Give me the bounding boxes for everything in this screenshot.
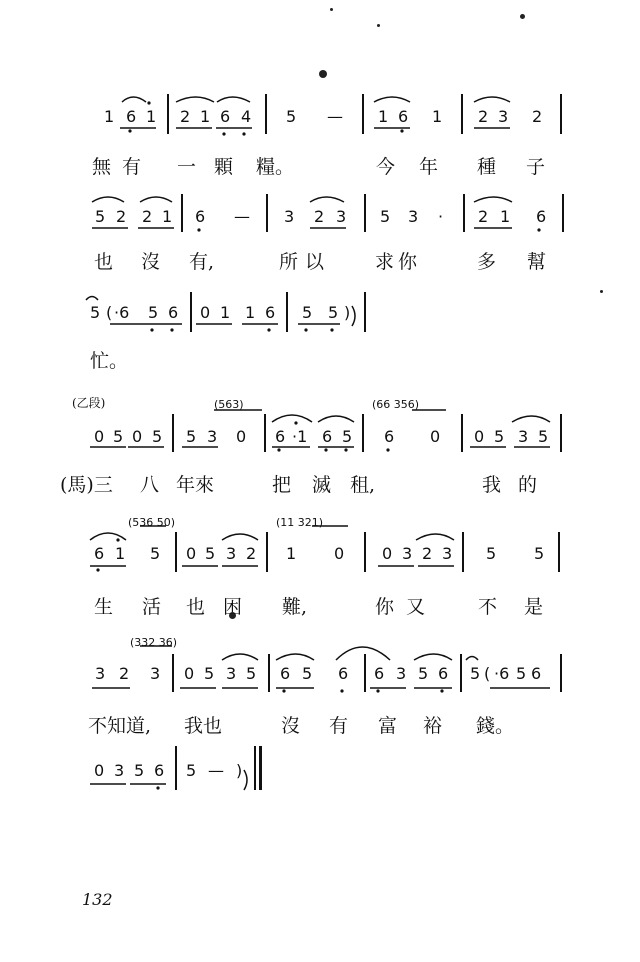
lyric-char: 今 <box>376 156 396 178</box>
note-digit: ·1 <box>292 427 308 446</box>
ornament-annotation: (563) <box>214 398 244 411</box>
lyric-char: 也 <box>186 596 206 618</box>
bar-line <box>463 194 465 232</box>
bar-line <box>264 414 266 452</box>
lyric-row <box>0 711 640 735</box>
note-digit: 5 <box>342 427 353 446</box>
note-digit: 5 <box>534 544 545 563</box>
scan-speck <box>520 14 525 19</box>
notation-line <box>0 762 640 782</box>
lyric-char: 以 <box>305 251 325 273</box>
note-digit: 3 <box>442 544 453 563</box>
note-digit: 0 <box>382 544 393 563</box>
scan-speck <box>377 24 380 27</box>
bar-line <box>558 532 560 572</box>
note-digit: 2 <box>180 107 191 126</box>
lyric-char: 不知道, <box>88 715 152 737</box>
note-digit: 0 <box>132 427 143 446</box>
lyric-row <box>0 152 640 176</box>
lyric-char: 又 <box>406 596 426 618</box>
note-digit: 5 <box>90 303 101 322</box>
bar-line <box>266 194 268 232</box>
ornament-annotation: (332 36) <box>130 636 178 649</box>
note-digit: 0 <box>186 544 197 563</box>
note-digit: 5 <box>538 427 549 446</box>
lyric-char: 多 <box>477 251 497 273</box>
lyric-char: 顆 <box>214 156 234 178</box>
note-digit: 5 <box>286 107 297 126</box>
note-digit: 5 <box>246 664 257 683</box>
note-digit: 0 <box>200 303 211 322</box>
lyric-char: 年來 <box>176 474 215 496</box>
bar-line <box>364 532 366 572</box>
ornament-annotation: (66 356) <box>372 398 420 411</box>
note-digit: — <box>208 761 224 780</box>
note-digit: 0 <box>184 664 195 683</box>
note-digit: 3 <box>408 207 419 226</box>
scan-speck <box>330 8 333 11</box>
note-digit: 1 <box>200 107 211 126</box>
note-digit: 5 <box>204 664 215 683</box>
lyric-char: 我也 <box>184 715 223 737</box>
lyric-char: 生 <box>94 596 114 618</box>
bar-line <box>560 414 562 452</box>
note-digit: 5 <box>150 544 161 563</box>
lyric-char: 把 <box>272 474 292 496</box>
note-digit: 1 <box>432 107 443 126</box>
bar-line <box>190 292 192 332</box>
note-digit: 5 <box>95 207 106 226</box>
note-digit: 6 <box>384 427 395 446</box>
note-digit: 6 <box>94 544 105 563</box>
note-digit: 5 <box>418 664 429 683</box>
note-digit: 5 <box>380 207 391 226</box>
scan-speck <box>600 290 603 293</box>
note-digit: ·6 <box>114 303 130 322</box>
bar-line <box>364 292 366 332</box>
note-digit: — <box>327 107 343 126</box>
lyric-char: 的 <box>518 474 538 496</box>
note-digit: 5 <box>302 303 313 322</box>
note-digit: 5 <box>328 303 339 322</box>
note-digit: 3 <box>284 207 295 226</box>
lyric-char: 子 <box>526 156 546 178</box>
bar-line <box>175 532 177 572</box>
lyric-char: 活 <box>142 596 162 618</box>
note-digit: 3 <box>336 207 347 226</box>
note-digit: 1 <box>378 107 389 126</box>
note-digit: 6 <box>438 664 449 683</box>
note-digit: 6 <box>338 664 349 683</box>
notation-line <box>0 208 640 228</box>
note-digit: 1 <box>220 303 231 322</box>
note-digit: 6 <box>536 207 547 226</box>
section-label: (乙段) <box>72 396 106 410</box>
note-digit: — <box>234 207 250 226</box>
lyric-row <box>0 592 640 616</box>
lyric-char: 錢。 <box>476 715 515 737</box>
note-digit: 6 <box>220 107 231 126</box>
note-digit: 6 <box>322 427 333 446</box>
bar-line <box>268 654 270 692</box>
bar-line <box>560 94 562 134</box>
note-digit: 2 <box>422 544 433 563</box>
note-digit: 1 <box>104 107 115 126</box>
bar-line <box>461 414 463 452</box>
note-digit: 6 <box>374 664 385 683</box>
note-digit: ( <box>106 303 113 322</box>
note-digit: 0 <box>94 761 105 780</box>
lyric-row <box>0 470 640 494</box>
note-digit: 4 <box>241 107 252 126</box>
lyric-char: 難, <box>282 596 308 618</box>
lyric-char: 求 <box>375 251 395 273</box>
note-digit: 6 <box>126 107 137 126</box>
notation-line <box>0 665 640 685</box>
lyric-char: 所 <box>279 251 299 273</box>
note-digit: 6 <box>195 207 206 226</box>
note-digit: 5 <box>148 303 159 322</box>
note-digit: 3 <box>402 544 413 563</box>
lyric-char: 不 <box>478 596 498 618</box>
lyric-char: 也 <box>94 251 114 273</box>
note-digit: 6 <box>168 303 179 322</box>
note-digit: 5 <box>134 761 145 780</box>
bar-line <box>364 654 366 692</box>
note-digit: 0 <box>334 544 345 563</box>
note-digit: 0 <box>236 427 247 446</box>
lyric-char: 我 <box>482 474 502 496</box>
notation-line <box>0 108 640 128</box>
note-digit: 0 <box>94 427 105 446</box>
ornament-annotation: (536 50) <box>128 516 176 529</box>
note-digit: 2 <box>478 107 489 126</box>
lyric-char: 糧。 <box>256 156 295 178</box>
bar-line <box>364 194 366 232</box>
note-digit: ) <box>344 303 351 322</box>
note-digit: 3 <box>498 107 509 126</box>
note-digit: 3 <box>226 664 237 683</box>
lyric-char: 有 <box>329 715 349 737</box>
lyric-char: 無 <box>92 156 112 178</box>
scan-speck <box>319 70 327 78</box>
note-digit: 1 <box>286 544 297 563</box>
bar-line <box>560 654 562 692</box>
page-number: 132 <box>82 890 113 909</box>
bar-line <box>462 532 464 572</box>
note-digit: 5 <box>152 427 163 446</box>
bar-line <box>175 746 177 790</box>
lyric-char: 有 <box>122 156 142 178</box>
lyric-char: 富 <box>378 715 398 737</box>
lyric-char: 種 <box>477 156 497 178</box>
lyric-char: 八 <box>140 474 160 496</box>
final-bar-line <box>259 746 262 790</box>
note-digit: 3 <box>95 664 106 683</box>
bar-line <box>460 654 462 692</box>
lyric-row <box>0 247 640 271</box>
note-digit: ·6 <box>494 664 510 683</box>
note-digit: 5 <box>186 427 197 446</box>
note-digit: 3 <box>518 427 529 446</box>
note-digit: 5 <box>186 761 197 780</box>
note-digit: 2 <box>142 207 153 226</box>
note-digit: 1 <box>146 107 157 126</box>
bar-line <box>167 94 169 134</box>
note-digit: 5 <box>205 544 216 563</box>
note-digit: 6 <box>265 303 276 322</box>
note-digit: 0 <box>430 427 441 446</box>
bar-line <box>461 94 463 134</box>
note-digit: 2 <box>478 207 489 226</box>
note-digit: 2 <box>314 207 325 226</box>
lyric-char: 你 <box>375 596 395 618</box>
lyric-char: 有, <box>189 251 215 273</box>
note-digit: 5 <box>494 427 505 446</box>
bar-line <box>172 414 174 452</box>
lyric-char: 是 <box>524 596 544 618</box>
lyric-char: 困 <box>223 596 243 618</box>
notation-line <box>0 428 640 448</box>
lyric-char: 一 <box>177 156 197 178</box>
note-digit: ) <box>236 761 243 780</box>
lyric-char: 幫 <box>527 251 547 273</box>
note-digit: 1 <box>162 207 173 226</box>
note-digit: 5 <box>113 427 124 446</box>
note-digit: ( <box>484 664 491 683</box>
bar-line <box>172 654 174 692</box>
note-digit: 5 <box>302 664 313 683</box>
note-digit: 5 <box>516 664 527 683</box>
final-bar-line <box>254 746 256 790</box>
notation-line <box>0 304 640 324</box>
bar-line <box>286 292 288 332</box>
lyric-char: 沒 <box>281 715 301 737</box>
bar-line <box>266 532 268 572</box>
note-digit: 0 <box>474 427 485 446</box>
note-digit: 6 <box>398 107 409 126</box>
note-digit: 3 <box>207 427 218 446</box>
note-digit: 3 <box>114 761 125 780</box>
lyric-char: 沒 <box>141 251 161 273</box>
note-digit: 1 <box>115 544 126 563</box>
bar-line <box>562 194 564 232</box>
note-digit: 6 <box>280 664 291 683</box>
note-digit: 3 <box>150 664 161 683</box>
lyric-char: 忙。 <box>90 350 129 372</box>
note-digit: 6 <box>531 664 542 683</box>
lyric-row <box>0 346 640 370</box>
note-digit: 6 <box>275 427 286 446</box>
note-digit: 2 <box>246 544 257 563</box>
lyric-char: 裕 <box>423 715 443 737</box>
lyric-char: 年 <box>419 156 439 178</box>
bar-line <box>362 94 364 134</box>
bar-line <box>362 414 364 452</box>
note-digit: 2 <box>116 207 127 226</box>
lyric-char: (馬)三 <box>60 474 113 496</box>
ornament-annotation: (11 321) <box>276 516 324 529</box>
lyric-char: 租, <box>350 474 376 496</box>
note-digit: 3 <box>396 664 407 683</box>
note-digit: · <box>438 207 444 226</box>
note-digit: 5 <box>486 544 497 563</box>
note-digit: 1 <box>500 207 511 226</box>
note-digit: 1 <box>245 303 256 322</box>
note-digit: 2 <box>119 664 130 683</box>
note-digit: 3 <box>226 544 237 563</box>
notation-line <box>0 545 640 565</box>
lyric-char: 你 <box>398 251 418 273</box>
note-digit: 5 <box>470 664 481 683</box>
note-digit: 2 <box>532 107 543 126</box>
note-digit: 6 <box>154 761 165 780</box>
lyric-char: 滅 <box>312 474 332 496</box>
bar-line <box>181 194 183 232</box>
bar-line <box>265 94 267 134</box>
